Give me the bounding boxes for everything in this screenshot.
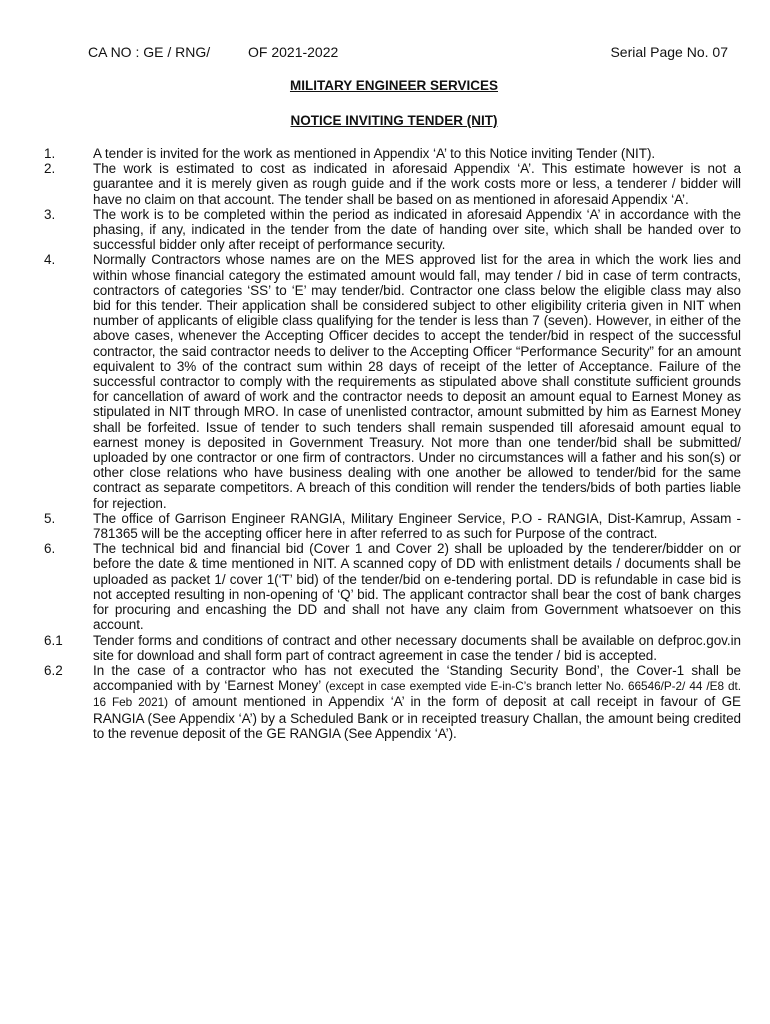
paragraph-6 xyxy=(0,541,770,632)
notice-title: NOTICE INVITING TENDER (NIT) xyxy=(290,113,498,128)
paragraph-text: The office of Garrison Engineer RANGIA, Military Engineer Service, P.O - RANGIA, Dist-Kamrup, Assam - 781365 will be the accepting officer here in after referred to as such for Purpose of the contract. xyxy=(93,510,741,542)
paragraph-number: 1. xyxy=(44,146,56,161)
ca-number: CA NO : GE / RNG/ xyxy=(88,44,211,60)
paragraph-text-part: of amount mentioned in Appendix ‘A’ in the form of deposit at call receipt in favour of GE RANGIA (See Appendix ‘A’) by a Scheduled Bank or in receipted treasury Challan, the amount being credited to the revenue deposit of the GE RANGIA (See Appendix ‘A’). xyxy=(93,694,741,741)
paragraph-2 xyxy=(0,161,770,207)
paragraph-list xyxy=(0,146,770,741)
paragraph-number: 6.2 xyxy=(44,662,63,678)
paragraph-1 xyxy=(0,146,770,161)
paragraph-text: Tender forms and conditions of contract and other necessary documents shall be available on defproc.gov.in site for download and shall form part of contract agreement in case the tender / bid is accepted. xyxy=(93,632,741,663)
paragraph-number: 6. xyxy=(44,541,56,557)
paragraph-number: 5. xyxy=(44,510,56,526)
paragraph-6-1 xyxy=(0,633,770,663)
paragraph-number: 3. xyxy=(44,206,56,222)
paragraph-text: The work is to be completed within the period as indicated in aforesaid Appendix ‘A’ in accordance with the phasing, if any, indicated in the tender from the date of handing over site, which shall be handed over to successful bidder only after receipt of performance security. xyxy=(93,206,741,253)
paragraph-5 xyxy=(0,511,770,541)
paragraph-text: The work is estimated to cost as indicated in aforesaid Appendix ‘A’. This estimate however is not a guarantee and it is merely given as rough guide and if the work costs more or less, a tenderer / bidder will have no claim on that account. The tender shall be based on as mentioned in aforesaid Appendix ‘A’. xyxy=(93,161,741,207)
organization-title: MILITARY ENGINEER SERVICES xyxy=(289,78,499,93)
paragraph-3 xyxy=(0,207,770,253)
paragraph-number: 2. xyxy=(44,161,56,177)
paragraph-text-part: In the case of a contractor who has not executed the ‘Standing Security Bond’, the Cover-1 shall be accompanied with by ‘Earnest Money’ xyxy=(93,662,741,694)
paragraph-6-2 xyxy=(0,663,770,741)
paragraph-text: The technical bid and financial bid (Cover 1 and Cover 2) shall be uploaded by the tenderer/bidder on or before the date & time mentioned in NIT. A scanned copy of DD with enlistment details / documents shall be uploaded as packet 1/ cover 1(‘T’ bid) of the tender/bid on e-tendering portal. DD is refundable in case bid is not accepted resulting in non-opening of ‘Q’ bid. The applicant contractor shall bear the cost of bank charges for procuring and encashing the DD and shall not have any claim from Government whatsoever on this account. xyxy=(93,541,741,633)
exemption-note: (except in case exempted vide E-in-C’s branch letter No. 66546/P-2/ 44 /E8 dt. 16 Feb 2021) xyxy=(93,679,741,710)
paragraph-text: A tender is invited for the work as mentioned in Appendix ‘A’ to this Notice inviting Tender (NIT). xyxy=(93,146,656,161)
paragraph-4 xyxy=(0,252,770,510)
paragraph-number: 4. xyxy=(44,252,56,268)
paragraph-number: 6.1 xyxy=(44,632,63,648)
page-header xyxy=(88,44,728,64)
paragraph-text xyxy=(93,663,741,741)
serial-page-number: Serial Page No. 07 xyxy=(610,44,728,60)
paragraph-text: Normally Contractors whose names are on the MES approved list for the area in which the work lies and within whose financial category the estimated amount would fall, may tender / bid in case of term contracts, contractors of categories ‘SS’ to ‘E’ may tender/bid. Contractor one class below the eligible class may also bid for this tender. Their application shall be considered subject to other eligibility criteria given in NIT when number of applicants of eligible class qualifying for the tender is less than 7 (seven). However, in either of the above cases, whenever the Accepting Officer decides to accept the tender/bid in respect of the successful contractor, the said contractor needs to deliver to the Accepting Officer “Performance Security” for an amount equivalent to 3% of the contract sum within 28 days of receipt of the letter of Acceptance. Failure of the successful contractor to comply with the requirements as stipulated above shall constitute sufficient grounds for cancellation of award of work and the contractor needs to deposit an amount equal to Earnest Money as stipulated in NIT through MRO. In case of unenlisted contractor, amount submitted by him as Earnest Money shall be forfeited. Issue of tender to such tenders shall remain suspended till aforesaid amount equal to earnest money is deposited in Government Treasury. Not more than one tender/bid shall be submitted/ uploaded by one contractor or one firm of contractors. Under no circumstances will a father and his son(s) or other close relations who have business dealing with one another be allowed to tender/bid for the same contract as separate competitors. A breach of this condition will render the tenders/bids of both parties liable for rejection. xyxy=(93,252,741,511)
contract-year: OF 2021-2022 xyxy=(248,44,339,60)
